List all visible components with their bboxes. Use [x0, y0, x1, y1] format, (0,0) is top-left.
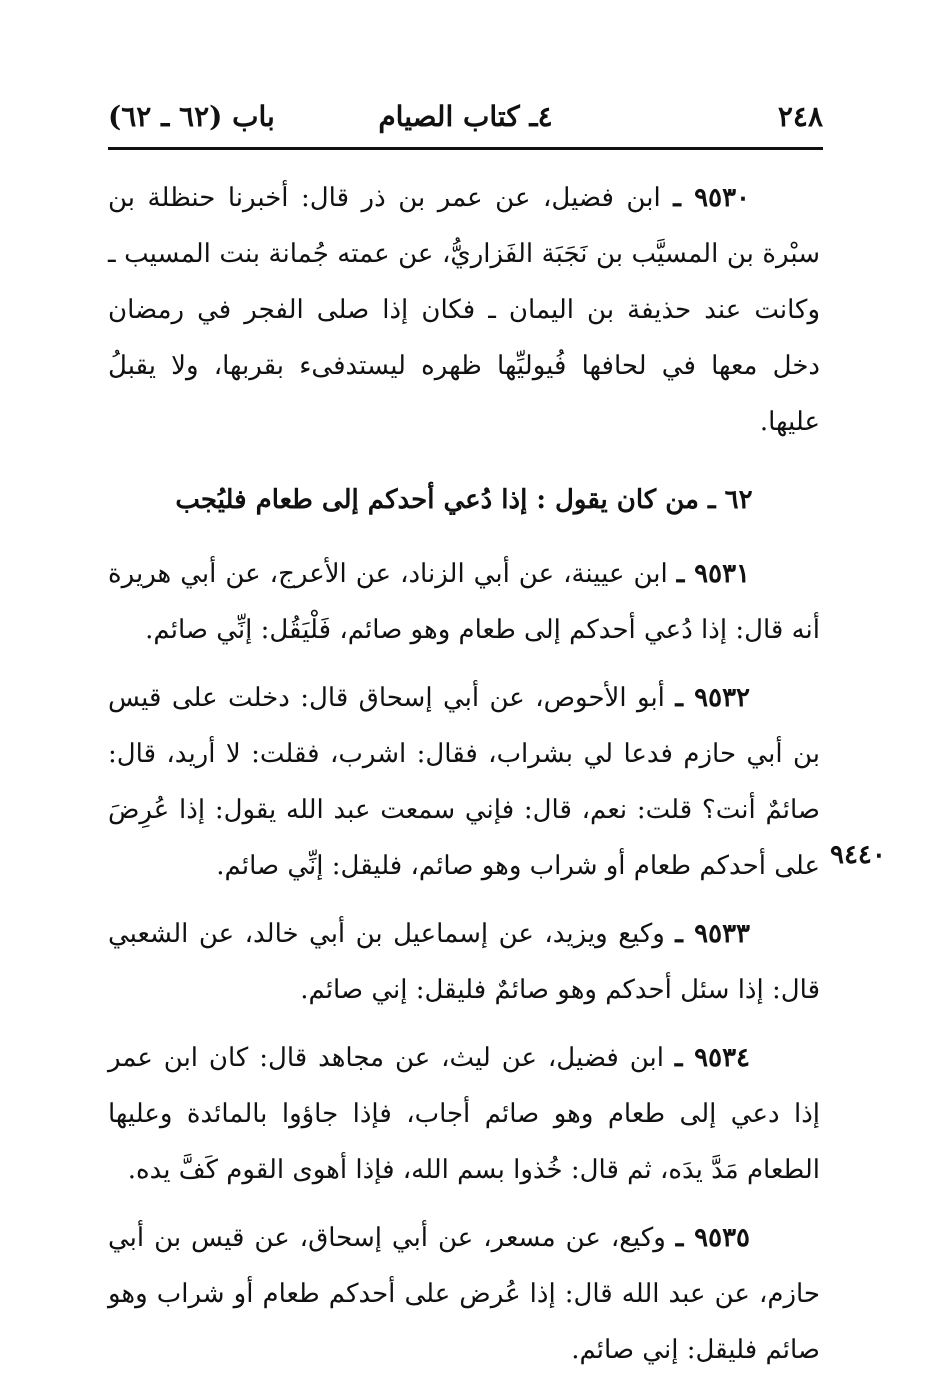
page-number: ٢٤٨: [777, 100, 823, 133]
hadith-text: ابن عيينة، عن أبي الزناد، عن الأعرج، عن أبي هريرة أنه قال: إذا دُعي أحدكم إلى طعام وهو صائم، فَلْيَقُل: إنِّي صائم.: [108, 559, 820, 645]
hadith-text: ابن فضيل، عن ليث، عن مجاهد قال: كان ابن عمر إذا دعي إلى طعام وهو صائم أجاب، فإذا جاؤوا بالمائدة وعليها الطعام مَدَّ يدَه، ثم قال: خُذوا بسم الله، فإذا أهوى القوم كَفَّ يده.: [108, 1043, 820, 1185]
hadith-paragraph: [108, 906, 820, 1018]
hadith-paragraph: [108, 170, 820, 450]
hadith-number: ٩٥٣٠ ـ: [673, 183, 750, 213]
hadith-text: وكيع، عن مسعر، عن أبي إسحاق، عن قيس بن أبي حازم، عن عبد الله قال: إذا عُرض على أحدكم طعام أو شراب وهو صائم فليقل: إني صائم.: [108, 1223, 820, 1365]
hadith-paragraph: [108, 670, 820, 894]
hadith-paragraph: [108, 1210, 820, 1378]
hadith-number: ٩٥٣٢ ـ: [675, 683, 751, 713]
hadith-number: ٩٥٣١ ـ: [676, 559, 750, 589]
chapter-heading: ٦٢ ـ من كان يقول : إذا دُعي أحدكم إلى طعام فليُجب: [175, 485, 753, 515]
page-header: [108, 90, 823, 140]
page-body: [108, 170, 820, 1378]
hadith-number: ٩٥٣٥ ـ: [675, 1223, 751, 1253]
hadith-text: أبو الأحوص، عن أبي إسحاق قال: دخلت على قيس بن أبي حازم فدعا لي بشراب، فقال: اشرب، فقلت: لا أريد، قال: صائمٌ أنت؟ قلت: نعم، قال: فإني سمعت عبد الله يقول: إذا عُرِضَ على أحدكم طعام أو شراب وهو صائم، فليقل: إنِّي صائم.: [108, 683, 820, 881]
chapter-range: باب (٦٢ ـ ٦٢): [108, 100, 275, 133]
header-rule: [108, 147, 823, 150]
hadith-paragraph: [108, 1030, 820, 1198]
hadith-paragraph: [108, 546, 820, 658]
margin-number: ٩٤٤٠: [830, 840, 886, 870]
hadith-number: ٩٥٣٣ ـ: [675, 919, 750, 949]
hadith-text: وكيع ويزيد، عن إسماعيل بن أبي خالد، عن الشعبي قال: إذا سئل أحدكم وهو صائمٌ فليقل: إني صائم.: [108, 919, 820, 1005]
hadith-number: ٩٥٣٤ ـ: [674, 1043, 750, 1073]
book-title: ٤ـ كتاب الصيام: [378, 100, 553, 133]
hadith-text: ابن فضيل، عن عمر بن ذر قال: أخبرنا حنظلة بن سبْرة بن المسيَّب بن نَجَبَة الفَزاريُّ، عن عمته جُمانة بنت المسيب ـ وكانت عند حذيفة بن اليمان ـ فكان إذا صلى الفجر في رمضان دخل معها في لحافها فُيوليِّها ظهره ليستدفىء بقربها، ولا يقبلُ عليها.: [108, 183, 820, 437]
